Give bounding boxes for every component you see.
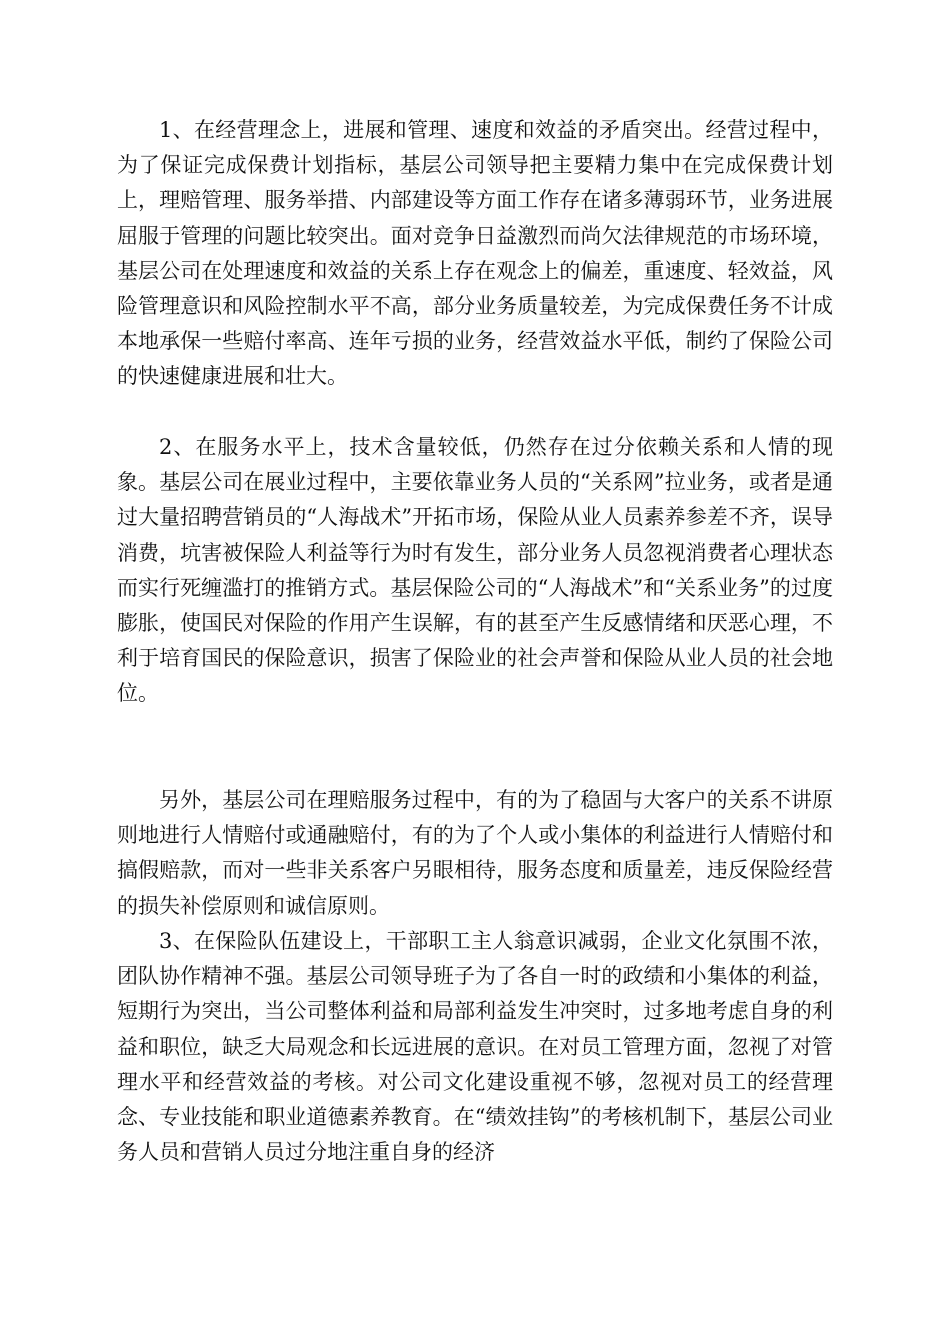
paragraph-team-building: 3、在保险队伍建设上，干部职工主人翁意识减弱，企业文化氛围不浓，团队协作精神不强。基层公司领导班子为了各自一时的政绩和小集体的利益，短期行为突出，当公司整体利益和局部利益发生冲突时，过多地考虑自身的利益和职位，缺乏大局观念和长远进展的意识。在对员工管理方面，忽视了对管理水平和经营效益的考核。对公司文化建设重视不够，忽视对员工的经营理念、专业技能和职业道德素养教育。在“绩效挂钩”的考核机制下，基层公司业务人员和营销人员过分地注重自身的经济 bbox=[117, 929, 833, 1165]
paragraph-business-philosophy: 1、在经营理念上，进展和管理、速度和效益的矛盾突出。经营过程中，为了保证完成保费计划指标，基层公司领导把主要精力集中在完成保费计划上，理赔管理、服务举措、内部建设等方面工作存在诸多薄弱环节，业务进展屈服于管理的问题比较突出。面对竞争日益激烈而尚欠法律规范的市场环境，基层公司在处理速度和效益的关系上存在观念上的偏差，重速度、轻效益，风险管理意识和风险控制水平不高，部分业务质量较差，为完成保费任务不计成本地承保一些赔付率高、连年亏损的业务，经营效益水平低，制约了保险公司的快速健康进展和壮大。 bbox=[117, 118, 833, 389]
paragraph-claims-service: 另外，基层公司在理赔服务过程中，有的为了稳固与大客户的关系不讲原则地进行人情赔付或通融赔付，有的为了个人或小集体的利益进行人情赔付和搞假赔款，而对一些非关系客户另眼相待，服务态度和质量差，违反保险经营的损失补偿原则和诚信原则。 bbox=[117, 788, 833, 918]
paragraph-service-level: 2、在服务水平上，技术含量较低，仍然存在过分依赖关系和人情的现象。基层公司在展业过程中，主要依靠业务人员的“关系网”拉业务，或者是通过大量招聘营销员的“人海战术”开拓市场，保险从业人员素养参差不齐，误导消费，坑害被保险人利益等行为时有发生，部分业务人员忽视消费者心理状态而实行死缠滥打的推销方式。基层保险公司的“人海战术”和“关系业务”的过度膨胀，使国民对保险的作用产生误解，有的甚至产生反感情绪和厌恶心理，不利于培育国民的保险意识，损害了保险业的社会声誉和保险从业人员的社会地位。 bbox=[117, 435, 833, 706]
